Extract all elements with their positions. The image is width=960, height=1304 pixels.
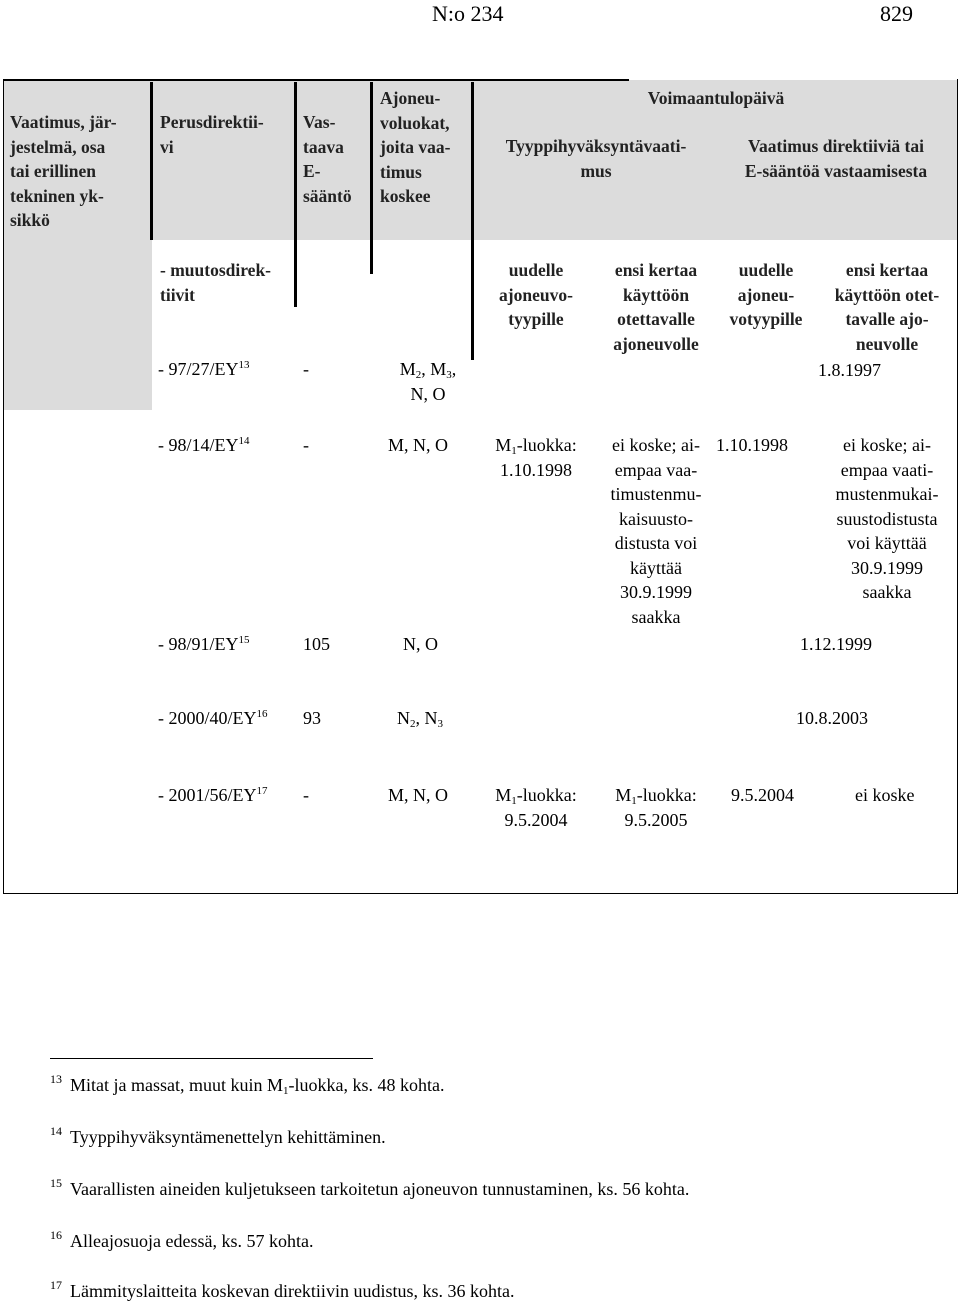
table-row <box>158 357 298 382</box>
footnote-text: Lämmityslaitteita koskevan direktiivin uudistus, ks. 36 kohta. <box>70 1281 515 1301</box>
merged-date: 1.8.1997 <box>818 360 881 380</box>
header-effective-date: Voimaantulopäivä <box>647 88 785 108</box>
directive-code: - 98/91/EY <box>158 634 239 654</box>
subheader-comp-new-types: uudelle ajoneu- votyypille <box>729 260 803 329</box>
rule-number: 93 <box>303 708 321 728</box>
vehicle-classes: N, O <box>403 634 438 654</box>
header-compliance: Vaatimus direktiiviä tai E-sääntöä vastaamisesta <box>744 136 928 181</box>
ta-new-types-value: $M_1$-luokka: 9.5.2004 <box>495 785 577 830</box>
footnote: $^{13}$ Mitat ja massat, muut kuin $M_1$-luokka, ks. 48 kohta. <box>50 1072 445 1097</box>
table-row <box>158 706 298 731</box>
table-top-border <box>4 79 629 81</box>
footnote-number: 13 <box>50 1072 62 1086</box>
ta-first-use-value: ei koske; ai- empaa vaa- timustenmu- kaisuusto- distusta voi käyttää 30.9.1999 saakka <box>610 435 702 627</box>
col-divider-4 <box>471 82 474 360</box>
merged-date: 10.8.2003 <box>796 708 868 728</box>
footnote-number: 15 <box>50 1176 62 1190</box>
footnote <box>50 1230 313 1252</box>
header-amending-directives: - muutosdirek- tiivit <box>160 260 272 305</box>
header-corresponding-rule: Vas- taava E- sääntö <box>303 112 352 206</box>
directive-code: - 2001/56/EY <box>158 785 257 805</box>
header-type-approval: Tyyppihyväksyntävaati- mus <box>505 136 687 181</box>
header-vehicle-classes: Ajoneu- voluokat, joita vaa- timus koskee <box>380 88 451 206</box>
vehicle-classes: M, N, O <box>388 785 449 805</box>
vehicle-classes: $M_2$, $M_3$, N, O <box>399 359 457 404</box>
subheader-ta-new-types: uudelle ajoneuvo- tyypille <box>499 260 573 329</box>
subheader-comp-first-use: ensi kertaa käyttöön otet- tavalle ajo- neuvolle <box>834 260 940 354</box>
table-row <box>158 433 298 458</box>
vehicle-classes: $N_2$, $N_3$ <box>397 708 443 730</box>
comp-first-use-value: ei koske; ai- empaa vaati- mustenmukai- suustodistusta voi käyttää 30.9.1999 saakka <box>835 435 939 602</box>
footnote-number: 14 <box>50 1124 62 1138</box>
directive-code: - 2000/40/EY <box>158 708 257 728</box>
col-divider-3 <box>370 82 373 274</box>
header-base-directive: Perusdirektii- vi <box>160 112 264 157</box>
rule-number: - <box>303 359 309 379</box>
table-row <box>158 783 298 808</box>
footnote-text: Vaarallisten aineiden kuljetukseen tarkoitetun ajoneuvon tunnustaminen, ks. 56 kohta. <box>70 1179 690 1199</box>
footnote-number: 17 <box>50 1278 62 1292</box>
footnote-ref: 14 <box>238 435 250 447</box>
footnote-separator <box>50 1058 373 1059</box>
directive-code: - 97/27/EY <box>158 359 239 379</box>
footnote-text: Alleajosuoja edessä, ks. 57 kohta. <box>70 1231 314 1251</box>
header-bg-row2 <box>4 240 152 410</box>
col-divider-1 <box>150 82 153 240</box>
footnote <box>50 1178 689 1200</box>
footnote-ref: 13 <box>238 359 250 371</box>
directive-code: - 98/14/EY <box>158 435 239 455</box>
comp-first-use-value: ei koske <box>855 785 915 805</box>
header-requirement: Vaatimus, jär- jestelmä, osa tai erillinen tekninen yk- sikkö <box>10 112 117 230</box>
vehicle-classes: M, N, O <box>388 435 449 455</box>
table-bottom-border <box>3 893 958 894</box>
footnote <box>50 1126 386 1148</box>
merged-date: 1.12.1999 <box>800 634 872 654</box>
col-divider-2 <box>294 82 297 307</box>
rule-number: - <box>303 785 309 805</box>
footnote-ref: 16 <box>256 708 268 720</box>
footnote-ref: 17 <box>256 785 268 797</box>
table-row <box>158 632 298 657</box>
issue-number: N:o 234 <box>432 1 504 26</box>
ta-first-use-value: $M_1$-luokka: 9.5.2005 <box>615 785 697 830</box>
ta-new-types-value: $M_1$-luokka: 1.10.1998 <box>495 435 577 480</box>
footnote-number: 16 <box>50 1228 62 1242</box>
comp-new-types-value: 9.5.2004 <box>731 785 794 805</box>
page-number: 829 <box>880 1 913 26</box>
subheader-ta-first-use: ensi kertaa käyttöön otettavalle ajoneuvolle <box>613 260 699 354</box>
comp-new-types-value: 1.10.1998 <box>716 435 788 455</box>
footnote <box>50 1280 514 1302</box>
footnote-ref: 15 <box>238 634 250 646</box>
footnote-text: Tyyppihyväksyntämenettelyn kehittäminen. <box>70 1127 386 1147</box>
rule-number: 105 <box>303 634 330 654</box>
rule-number: - <box>303 435 309 455</box>
table-left-border <box>3 79 4 894</box>
